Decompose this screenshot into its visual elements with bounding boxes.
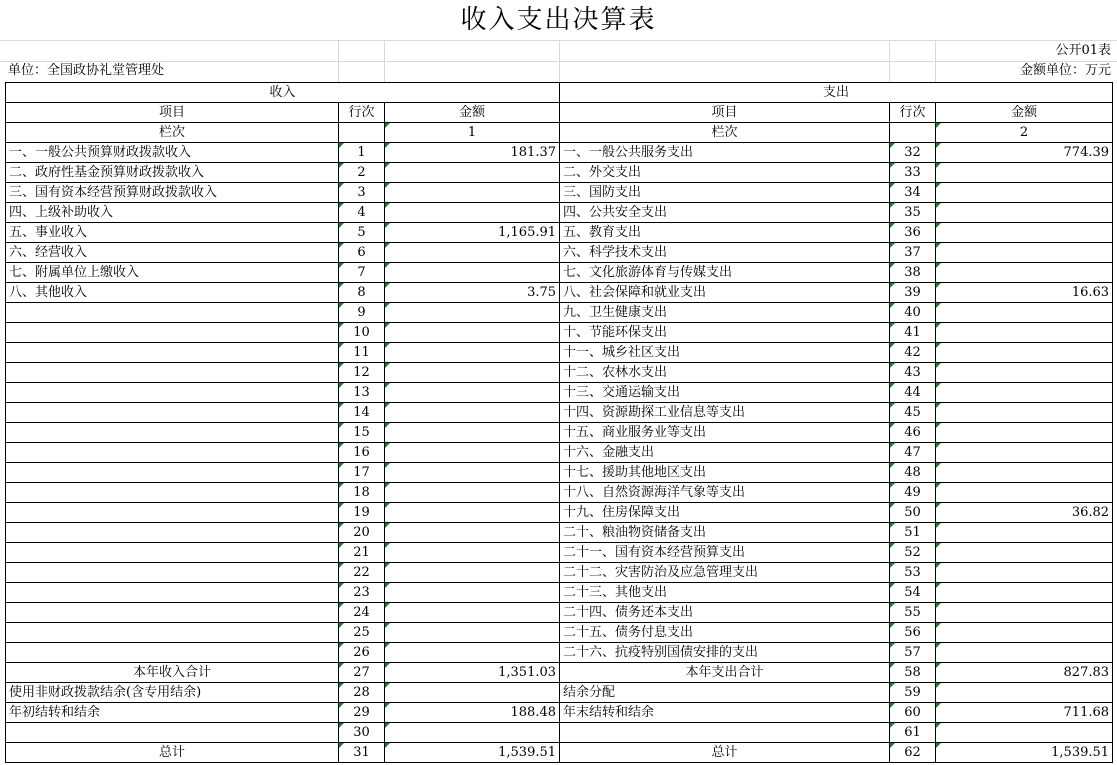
table-row	[6, 503, 1113, 523]
expense-amount-cell	[936, 603, 1113, 623]
expense-item-cell: 总计	[560, 743, 890, 763]
expense-item-cell: 十一、城乡社区支出	[560, 343, 890, 363]
expense-line-cell: 57	[890, 643, 936, 663]
income-line-cell: 11	[339, 343, 385, 363]
income-amount-cell	[385, 163, 560, 183]
income-item-cell: 总计	[6, 743, 339, 763]
expense-line-cell: 32	[890, 143, 936, 163]
expense-amount-cell	[936, 363, 1113, 383]
table-row	[6, 263, 1113, 283]
income-amount-cell	[385, 723, 560, 743]
income-amount-cell	[385, 243, 560, 263]
table-row	[6, 343, 1113, 363]
income-line-cell: 8	[339, 283, 385, 303]
expense-amount-cell: 827.83	[936, 663, 1113, 683]
income-item-cell	[6, 463, 339, 483]
expense-line-cell: 43	[890, 363, 936, 383]
table-row	[6, 583, 1113, 603]
income-amount-cell	[385, 263, 560, 283]
expense-line-cell: 33	[890, 163, 936, 183]
income-amount-cell	[385, 503, 560, 523]
expense-item-cell: 二十三、其他支出	[560, 583, 890, 603]
expense-amount-cell	[936, 343, 1113, 363]
income-line-cell: 31	[339, 743, 385, 763]
expense-column-label: 栏次	[560, 123, 890, 143]
income-item-cell	[6, 563, 339, 583]
income-amount-cell: 1,539.51	[385, 743, 560, 763]
expense-item-cell: 二十一、国有资本经营预算支出	[560, 543, 890, 563]
table-row	[6, 383, 1113, 403]
amount-unit-label: 金额单位：万元	[1019, 63, 1111, 78]
income-line-cell: 13	[339, 383, 385, 403]
expense-line-cell: 45	[890, 403, 936, 423]
expense-item-cell: 十九、住房保障支出	[560, 503, 890, 523]
income-amount-cell	[385, 563, 560, 583]
expense-line-cell: 54	[890, 583, 936, 603]
expense-line-cell: 41	[890, 323, 936, 343]
income-line-cell: 10	[339, 323, 385, 343]
expense-line-cell: 47	[890, 443, 936, 463]
income-line-cell: 27	[339, 663, 385, 683]
expense-line-cell: 38	[890, 263, 936, 283]
expense-line-cell: 55	[890, 603, 936, 623]
income-item-cell: 年初结转和结余	[6, 703, 339, 723]
income-item-cell	[6, 643, 339, 663]
expense-line-cell: 62	[890, 743, 936, 763]
expense-amount-cell	[936, 563, 1113, 583]
expense-item-cell	[560, 723, 890, 743]
income-expense-table	[5, 82, 1113, 763]
expense-amount-cell	[936, 303, 1113, 323]
income-item-cell: 二、政府性基金预算财政拨款收入	[6, 163, 339, 183]
income-amount-cell	[385, 383, 560, 403]
income-item-cell	[6, 383, 339, 403]
column-index-row	[6, 123, 1113, 143]
income-item-cell	[6, 303, 339, 323]
income-item-cell	[6, 363, 339, 383]
income-line-cell: 24	[339, 603, 385, 623]
expense-amount-cell	[936, 423, 1113, 443]
income-line-cell: 28	[339, 683, 385, 703]
table-row	[6, 323, 1113, 343]
income-line-cell: 29	[339, 703, 385, 723]
expense-line-cell: 37	[890, 243, 936, 263]
expense-amount-header: 金额	[936, 103, 1113, 123]
expense-item-header: 项目	[560, 103, 890, 123]
table-row	[6, 543, 1113, 563]
expense-amount-cell: 36.82	[936, 503, 1113, 523]
expense-amount-cell	[936, 723, 1113, 743]
expense-line-cell: 51	[890, 523, 936, 543]
expense-item-cell: 十七、援助其他地区支出	[560, 463, 890, 483]
income-line-cell: 30	[339, 723, 385, 743]
expense-item-cell: 二十五、债务付息支出	[560, 623, 890, 643]
income-item-cell	[6, 623, 339, 643]
table-row	[6, 563, 1113, 583]
expense-item-cell: 十三、交通运输支出	[560, 383, 890, 403]
table-row	[6, 683, 1113, 703]
income-amount-cell	[385, 643, 560, 663]
expense-item-cell: 九、卫生健康支出	[560, 303, 890, 323]
income-amount-header: 金额	[385, 103, 560, 123]
unit-label: 单位：全国政协礼堂管理处	[8, 63, 165, 78]
expense-item-cell: 十四、资源勘探工业信息等支出	[560, 403, 890, 423]
expense-amount-cell: 774.39	[936, 143, 1113, 163]
expense-amount-cell	[936, 403, 1113, 423]
table-row	[6, 243, 1113, 263]
expense-item-cell: 结余分配	[560, 683, 890, 703]
expense-line-cell: 39	[890, 283, 936, 303]
income-amount-cell: 181.37	[385, 143, 560, 163]
expense-line-cell: 52	[890, 543, 936, 563]
income-section-header: 收入	[6, 83, 560, 103]
income-amount-cell	[385, 183, 560, 203]
income-amount-cell	[385, 323, 560, 343]
income-amount-cell: 1,165.91	[385, 223, 560, 243]
expense-item-cell: 二十、粮油物资储备支出	[560, 523, 890, 543]
expense-item-cell: 十八、自然资源海洋气象等支出	[560, 483, 890, 503]
table-row	[6, 423, 1113, 443]
income-line-cell: 16	[339, 443, 385, 463]
expense-item-cell: 八、社会保障和就业支出	[560, 283, 890, 303]
expense-line-cell: 61	[890, 723, 936, 743]
expense-line-cell: 36	[890, 223, 936, 243]
table-row	[6, 363, 1113, 383]
table-row	[6, 663, 1113, 683]
table-row	[6, 743, 1113, 763]
expense-item-cell: 二十四、债务还本支出	[560, 603, 890, 623]
expense-amount-cell	[936, 203, 1113, 223]
income-item-cell: 六、经营收入	[6, 243, 339, 263]
expense-line-cell: 50	[890, 503, 936, 523]
expense-line-cell: 48	[890, 463, 936, 483]
income-line-cell: 6	[339, 243, 385, 263]
income-amount-cell	[385, 403, 560, 423]
income-item-cell	[6, 503, 339, 523]
expense-amount-cell: 711.68	[936, 703, 1113, 723]
income-amount-cell	[385, 683, 560, 703]
income-amount-cell	[385, 423, 560, 443]
table-row	[6, 223, 1113, 243]
form-code: 公开01表	[1055, 43, 1111, 58]
expense-column-number: 2	[936, 123, 1113, 143]
income-item-cell	[6, 603, 339, 623]
expense-item-cell: 三、国防支出	[560, 183, 890, 203]
income-amount-cell	[385, 483, 560, 503]
expense-line-cell: 56	[890, 623, 936, 643]
expense-line-cell: 42	[890, 343, 936, 363]
income-item-cell	[6, 543, 339, 563]
income-amount-cell	[385, 203, 560, 223]
expense-line-cell: 34	[890, 183, 936, 203]
expense-line-cell: 40	[890, 303, 936, 323]
income-line-cell: 4	[339, 203, 385, 223]
income-amount-cell	[385, 463, 560, 483]
expense-amount-cell	[936, 183, 1113, 203]
income-amount-cell	[385, 523, 560, 543]
expense-item-cell: 二十六、抗疫特别国债安排的支出	[560, 643, 890, 663]
expense-line-cell: 53	[890, 563, 936, 583]
income-item-cell: 使用非财政拨款结余(含专用结余)	[6, 683, 339, 703]
expense-item-cell: 二、外交支出	[560, 163, 890, 183]
income-line-cell: 18	[339, 483, 385, 503]
income-item-cell	[6, 583, 339, 603]
expense-amount-cell	[936, 383, 1113, 403]
expense-item-cell: 一、一般公共服务支出	[560, 143, 890, 163]
income-amount-cell	[385, 363, 560, 383]
income-item-header: 项目	[6, 103, 339, 123]
table-row	[6, 483, 1113, 503]
report-title: 收入支出决算表	[460, 5, 657, 35]
table-row	[6, 643, 1113, 663]
income-line-cell: 1	[339, 143, 385, 163]
table-row	[6, 183, 1113, 203]
expense-amount-cell: 1,539.51	[936, 743, 1113, 763]
expense-item-cell: 年末结转和结余	[560, 703, 890, 723]
expense-amount-cell: 16.63	[936, 283, 1113, 303]
income-line-cell: 23	[339, 583, 385, 603]
expense-line-cell: 44	[890, 383, 936, 403]
table-row	[6, 143, 1113, 163]
form-code-row	[0, 41, 1117, 61]
income-item-cell: 七、附属单位上缴收入	[6, 263, 339, 283]
income-line-cell: 19	[339, 503, 385, 523]
income-column-number: 1	[385, 123, 560, 143]
income-item-cell	[6, 723, 339, 743]
expense-item-cell: 十六、金融支出	[560, 443, 890, 463]
expense-amount-cell	[936, 583, 1113, 603]
expense-section-header: 支出	[560, 83, 1113, 103]
income-column-label: 栏次	[6, 123, 339, 143]
expense-line-cell: 59	[890, 683, 936, 703]
table-row	[6, 163, 1113, 183]
income-line-cell: 5	[339, 223, 385, 243]
expense-amount-cell	[936, 223, 1113, 243]
table-row	[6, 603, 1113, 623]
expense-line-blank	[890, 123, 936, 143]
income-item-cell: 八、其他收入	[6, 283, 339, 303]
table-row	[6, 443, 1113, 463]
income-item-cell	[6, 423, 339, 443]
income-item-cell	[6, 483, 339, 503]
table-row	[6, 203, 1113, 223]
expense-amount-cell	[936, 263, 1113, 283]
expense-line-header: 行次	[890, 103, 936, 123]
expense-item-cell: 七、文化旅游体育与传媒支出	[560, 263, 890, 283]
income-item-cell: 本年收入合计	[6, 663, 339, 683]
income-amount-cell	[385, 603, 560, 623]
expense-amount-cell	[936, 543, 1113, 563]
income-line-cell: 26	[339, 643, 385, 663]
income-line-cell: 2	[339, 163, 385, 183]
expense-item-cell: 十二、农林水支出	[560, 363, 890, 383]
income-line-cell: 20	[339, 523, 385, 543]
expense-amount-cell	[936, 483, 1113, 503]
income-item-cell: 四、上级补助收入	[6, 203, 339, 223]
income-amount-cell: 3.75	[385, 283, 560, 303]
income-item-cell: 三、国有资本经营预算财政拨款收入	[6, 183, 339, 203]
income-line-cell: 9	[339, 303, 385, 323]
income-line-blank	[339, 123, 385, 143]
expense-line-cell: 46	[890, 423, 936, 443]
expense-item-cell: 五、教育支出	[560, 223, 890, 243]
income-amount-cell	[385, 303, 560, 323]
expense-line-cell: 35	[890, 203, 936, 223]
unit-row	[0, 61, 1117, 81]
table-row	[6, 623, 1113, 643]
income-line-cell: 7	[339, 263, 385, 283]
income-line-cell: 25	[339, 623, 385, 643]
expense-amount-cell	[936, 643, 1113, 663]
income-line-cell: 12	[339, 363, 385, 383]
expense-item-cell: 二十二、灾害防治及应急管理支出	[560, 563, 890, 583]
income-amount-cell	[385, 623, 560, 643]
income-line-cell: 22	[339, 563, 385, 583]
income-item-cell: 五、事业收入	[6, 223, 339, 243]
income-line-cell: 3	[339, 183, 385, 203]
expense-item-cell: 十、节能环保支出	[560, 323, 890, 343]
expense-amount-cell	[936, 323, 1113, 343]
table-row	[6, 283, 1113, 303]
income-amount-cell	[385, 543, 560, 563]
income-item-cell	[6, 323, 339, 343]
expense-amount-cell	[936, 683, 1113, 703]
expense-amount-cell	[936, 523, 1113, 543]
table-row	[6, 723, 1113, 743]
table-row	[6, 703, 1113, 723]
expense-line-cell: 49	[890, 483, 936, 503]
income-line-cell: 21	[339, 543, 385, 563]
table-row	[6, 303, 1113, 323]
income-item-cell	[6, 403, 339, 423]
income-line-cell: 17	[339, 463, 385, 483]
expense-amount-cell	[936, 623, 1113, 643]
income-item-cell	[6, 443, 339, 463]
expense-item-cell: 十五、商业服务业等支出	[560, 423, 890, 443]
income-item-cell	[6, 343, 339, 363]
expense-amount-cell	[936, 243, 1113, 263]
expense-amount-cell	[936, 163, 1113, 183]
income-amount-cell: 188.48	[385, 703, 560, 723]
table-row	[6, 403, 1113, 423]
expense-amount-cell	[936, 463, 1113, 483]
income-line-header: 行次	[339, 103, 385, 123]
expense-line-cell: 58	[890, 663, 936, 683]
expense-item-cell: 本年支出合计	[560, 663, 890, 683]
income-item-cell	[6, 523, 339, 543]
column-header-row	[6, 103, 1113, 123]
income-line-cell: 15	[339, 423, 385, 443]
table-row	[6, 523, 1113, 543]
income-line-cell: 14	[339, 403, 385, 423]
section-header-row	[6, 83, 1113, 103]
table-row	[6, 463, 1113, 483]
income-amount-cell	[385, 443, 560, 463]
income-item-cell: 一、一般公共预算财政拨款收入	[6, 143, 339, 163]
expense-line-cell: 60	[890, 703, 936, 723]
expense-item-cell: 六、科学技术支出	[560, 243, 890, 263]
expense-amount-cell	[936, 443, 1113, 463]
income-amount-cell	[385, 583, 560, 603]
expense-item-cell: 四、公共安全支出	[560, 203, 890, 223]
income-amount-cell	[385, 343, 560, 363]
income-amount-cell: 1,351.03	[385, 663, 560, 683]
